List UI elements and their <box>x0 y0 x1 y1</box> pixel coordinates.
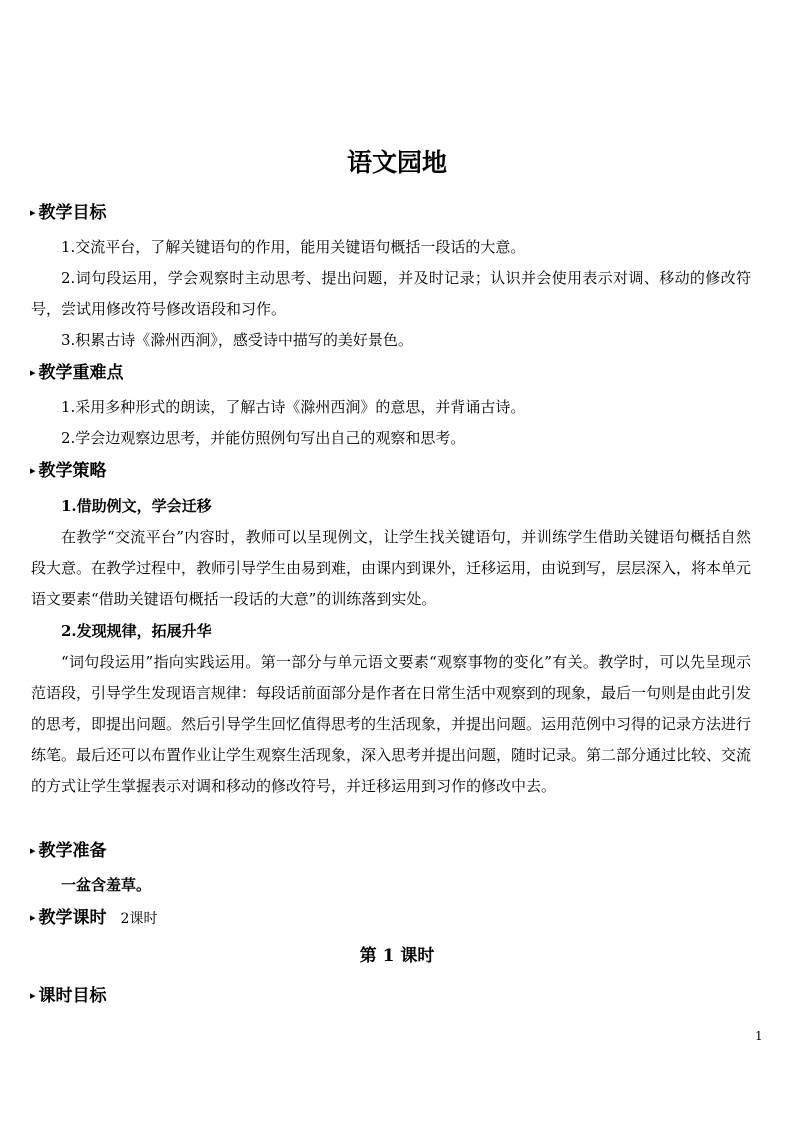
section-heading-strategy: ▸ 教学策略 <box>30 461 107 481</box>
bullet-triangle-icon: ▸ <box>30 464 36 477</box>
section-heading-prep: ▸ 教学准备 <box>30 841 107 861</box>
strategy-paragraph-1: 在教学“交流平台”内容时，教师可以呈现例文，让学生找关键语句，并训练学生借助关键语句概括自然段大意。在教学过程中，教师引导学生由易到难，由课内到课外，迁移运用，由说到写，层层深入，将本单元语文要素“借助关键语句概括一段话的大意”的训练落到实处。 <box>31 528 752 608</box>
key-point-item-1: 1.采用多种形式的朗读，了解古诗《滁州西涧》的意思，并背诵古诗。 <box>61 398 526 416</box>
page-title: 语文园地 <box>346 148 447 177</box>
hours-value: 2课时 <box>120 911 158 927</box>
strategy-paragraph-2: “词句段运用”指向实践运用。第一部分与单元语文要素“观察事物的变化”有关。教学时，可以先呈现示范语段，引导学生发现语言规律：每段话前面部分是作者在日常生活中观察到的现象，最后一句则是由此引发的思考，即提出问题。然后引导学生回忆值得思考的生活现象，并提出问题。运用范例中习得的记录方法进行练笔。最后还可以布置作业让学生观察生活现象，深入思考并提出问题，随时记录。第二部分通过比较、交流的方式让学生掌握表示对调和移动的修改符号，并迁移运用到习作的修改中去。 <box>31 653 752 795</box>
goal-item-3: 3.积累古诗《滁州西涧》，感受诗中描写的美好景色。 <box>61 331 413 349</box>
goal-item-1: 1.交流平台，了解关键语句的作用，能用关键语句概括一段话的大意。 <box>61 238 526 256</box>
section-heading-hours: ▸ 教学课时 2课时 <box>30 908 158 928</box>
section-heading-goals: ▸ 教学目标 <box>30 203 107 223</box>
bullet-triangle-icon: ▸ <box>30 366 36 379</box>
bullet-triangle-icon: ▸ <box>30 844 36 857</box>
prep-content: 一盆含羞草。 <box>61 876 152 894</box>
bullet-triangle-icon: ▸ <box>30 989 36 1002</box>
bullet-triangle-icon: ▸ <box>30 206 36 219</box>
section-heading-key-points: ▸ 教学重难点 <box>30 363 124 383</box>
strategy-subheading-1: 1.借助例文，学会迁移 <box>61 497 212 515</box>
page-number: 1 <box>755 1029 763 1043</box>
key-point-item-2: 2.学会边观察边思考，并能仿照例句写出自己的观察和思考。 <box>61 429 466 447</box>
strategy-subheading-2: 2.发现规律，拓展升华 <box>61 622 212 640</box>
bullet-triangle-icon: ▸ <box>30 911 36 924</box>
goal-item-2: 2.词句段运用，学会观察时主动思考、提出问题，并及时记录；认识并会使用表示对调、移动的修改符号，尝试用修改符号修改语段和习作。 <box>31 269 751 318</box>
lesson-title: 第 1 课时 <box>359 946 435 966</box>
section-heading-lesson-goals: ▸ 课时目标 <box>30 986 107 1006</box>
